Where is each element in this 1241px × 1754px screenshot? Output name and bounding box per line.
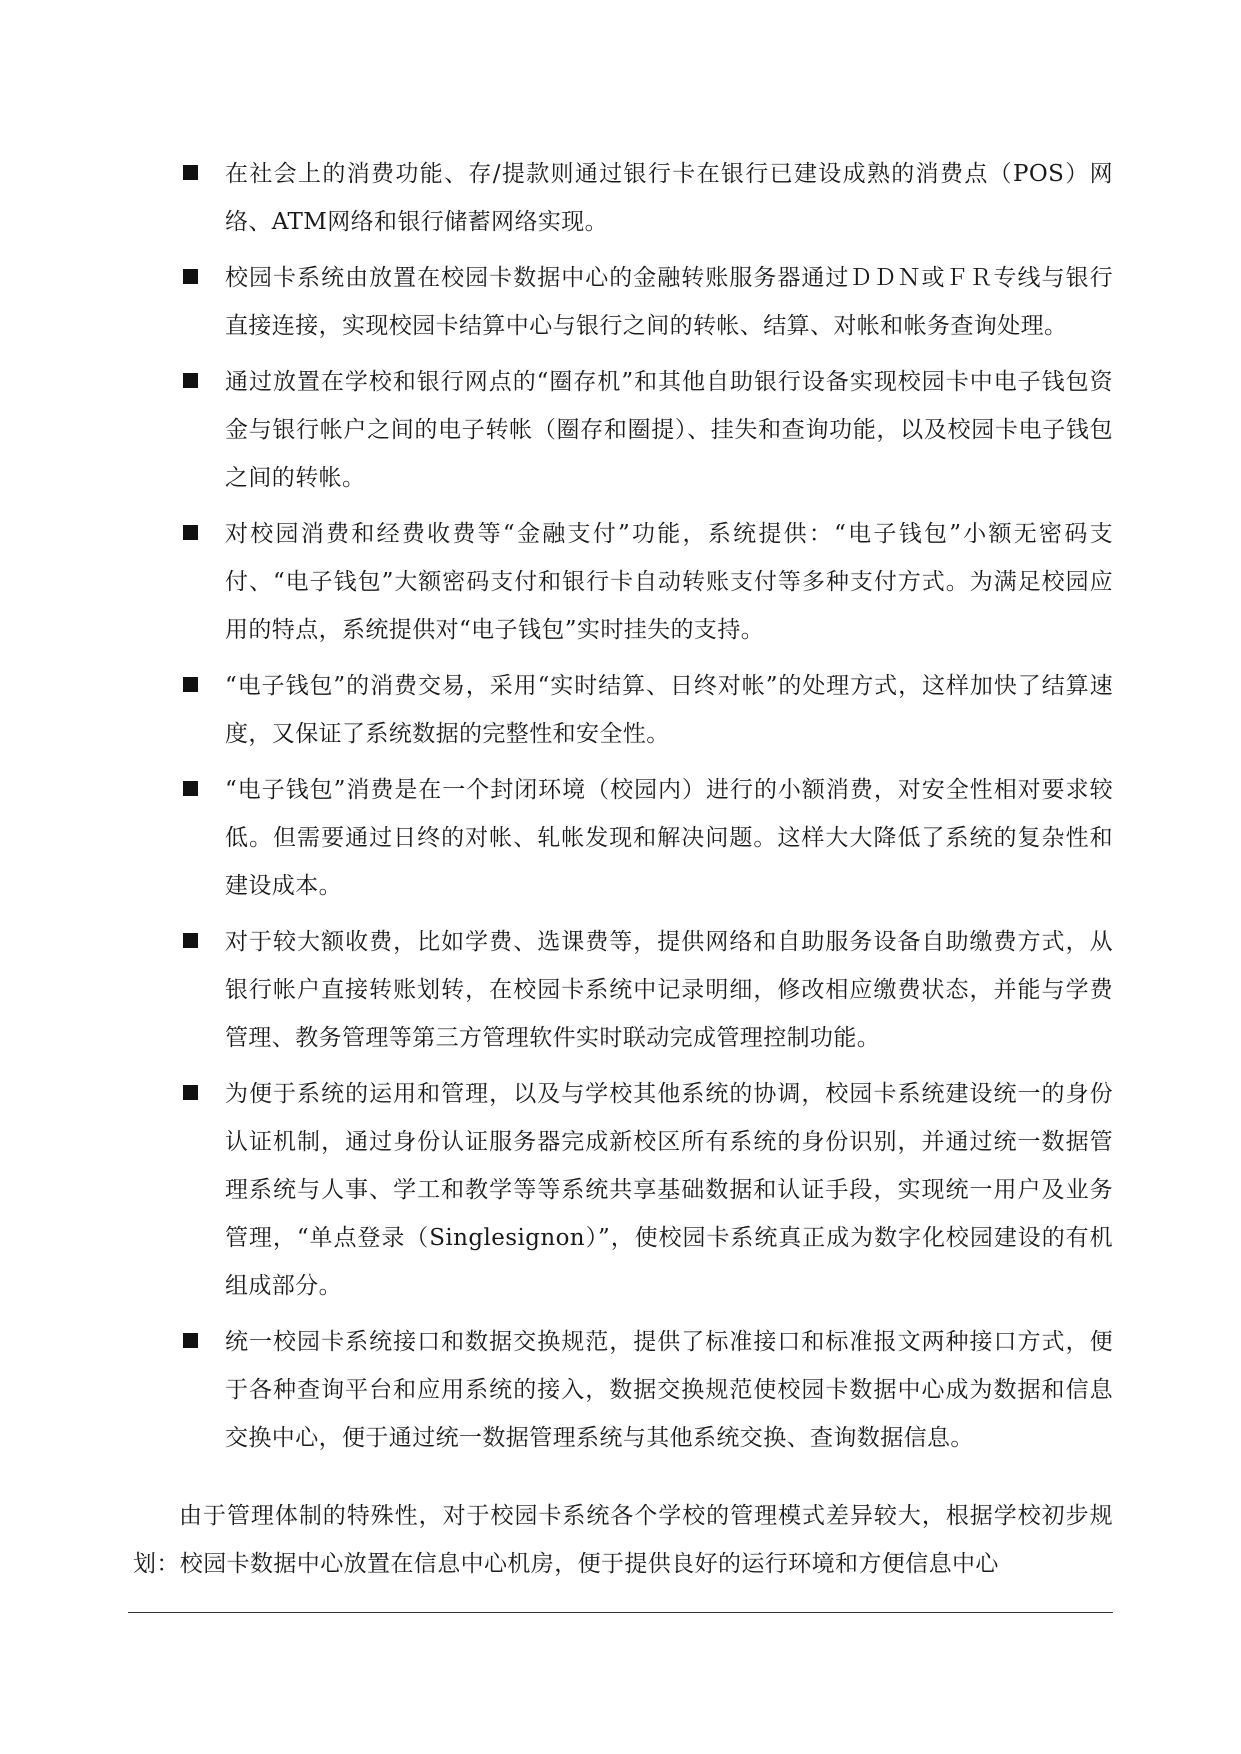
bullet-item: [183, 510, 1113, 654]
body-paragraph: 由于管理体制的特殊性，对于校园卡系统各个学校的管理模式差异较大，根据学校初步规划：校园卡数据中心放置在信息中心机房，便于提供良好的运行环境和方便信息中心: [133, 1503, 1113, 1577]
bullet-text: “电子钱包”的消费交易，采用“实时结算、日终对帐”的处理方式，这样加快了结算速度，又保证了系统数据的完整性和安全性。: [225, 673, 1113, 747]
bullet-text: 通过放置在学校和银行网点的“圈存机”和其他自助银行设备实现校园卡中电子钱包资金与银行帐户之间的电子转帐（圈存和圈提）、挂失和查询功能，以及校园卡电子钱包之间的转帐。: [225, 369, 1113, 491]
footer-divider: [128, 1612, 1113, 1613]
square-bullet-icon: [183, 269, 198, 284]
bullet-item: [183, 254, 1113, 350]
square-bullet-icon: [183, 1333, 198, 1348]
bullet-item: [183, 662, 1113, 758]
bullet-text: 校园卡系统由放置在校园卡数据中心的金融转账服务器通过ＤＤＮ或ＦＲ专线与银行直接连接，实现校园卡结算中心与银行之间的转帐、结算、对帐和帐务查询处理。: [225, 265, 1113, 339]
bullet-text: 对于较大额收费，比如学费、选课费等，提供网络和自助服务设备自助缴费方式，从银行帐户直接转账划转，在校园卡系统中记录明细，修改相应缴费状态，并能与学费管理、教务管理等第三方管理软件实时联动完成管理控制功能。: [225, 929, 1113, 1051]
bullet-item: [183, 1070, 1113, 1310]
bullet-item: [183, 358, 1113, 502]
bullet-text: 在社会上的消费功能、存/提款则通过银行卡在银行已建设成熟的消费点（POS）网络、ATM网络和银行储蓄网络实现。: [225, 161, 1113, 235]
bullet-text: 为便于系统的运用和管理，以及与学校其他系统的协调，校园卡系统建设统一的身份认证机制，通过身份认证服务器完成新校区所有系统的身份识别，并通过统一数据管理系统与人事、学工和教学等等系统共享基础数据和认证手段，实现统一用户及业务管理，“单点登录（Singlesignon）”，使校园卡系统真正成为数字化校园建设的有机组成部分。: [225, 1081, 1113, 1299]
bullet-item: [183, 918, 1113, 1062]
bullet-item: [183, 1318, 1113, 1462]
bullet-item: [183, 150, 1113, 246]
square-bullet-icon: [183, 1085, 198, 1100]
bullet-item: [183, 766, 1113, 910]
square-bullet-icon: [183, 933, 198, 948]
square-bullet-icon: [183, 677, 198, 692]
bullet-text: 对校园消费和经费收费等“金融支付”功能，系统提供：“电子钱包”小额无密码支付、“电子钱包”大额密码支付和银行卡自动转账支付等多种支付方式。为满足校园应用的特点，系统提供对“电子钱包”实时挂失的支持。: [225, 521, 1113, 643]
square-bullet-icon: [183, 525, 198, 540]
square-bullet-icon: [183, 373, 198, 388]
bullet-list: [183, 150, 1113, 1470]
square-bullet-icon: [183, 165, 198, 180]
square-bullet-icon: [183, 781, 198, 796]
bullet-text: “电子钱包”消费是在一个封闭环境（校园内）进行的小额消费，对安全性相对要求较低。但需要通过日终的对帐、轧帐发现和解决问题。这样大大降低了系统的复杂性和建设成本。: [225, 777, 1113, 899]
bullet-text: 统一校园卡系统接口和数据交换规范，提供了标准接口和标准报文两种接口方式，便于各种查询平台和应用系统的接入，数据交换规范使校园卡数据中心成为数据和信息交换中心，便于通过统一数据管理系统与其他系统交换、查询数据信息。: [225, 1329, 1113, 1451]
